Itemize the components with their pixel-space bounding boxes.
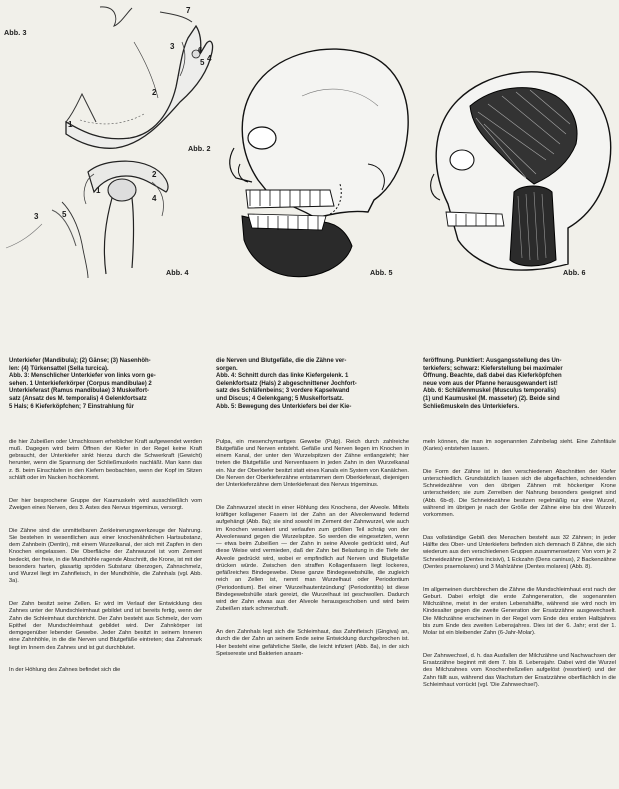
figure-label-abb3: Abb. 3	[4, 28, 27, 37]
label-6: 6	[198, 46, 203, 55]
paragraph: Das vollständige Gebiß des Menschen besteht aus 32 Zähnen; in jeder Hälfte des Ober- und Unterkiefers befinden sich demnach 8 Zähne, die sich wiederum aus den verschiedenen Gruppen zusammensetzen: Von vorn je 2 Schneidezähne (Dentes incisivi), 1 Eckzahn (Dens caninus), 2 Backenzähne (Dentes praemolares) und 3 Mahlzähne (Dentes molares) (Abb. 8).	[423, 534, 618, 570]
paragraph: Der hier besprochene Gruppe der Kaumuskeln wird ausschließlich vom Zweigen eines Nerven, des 3. Astes des Nervus trigeminus, versorgt.	[9, 497, 204, 511]
caption-middle: die Nerven und Blutgefäße, die die Zähne ver- sorgen. Abb. 4: Schnitt durch das linke Kiefergelenk. 1 Gelenkfortsatz (Hals) 2 abgeschnittener Jochfort- satz des Schläfenbeins; 3 vordere Kapselwand und Discus; 4 Gelenkgang; 5 Muskelfortsatz. Abb. 5: Bewegung des Unterkiefers bei der Kie-	[216, 358, 357, 410]
figure-label-abb6: Abb. 6	[563, 268, 586, 277]
label-4: 4	[207, 54, 212, 63]
paragraph: In der Höhlung des Zahnes befindet sich die	[9, 667, 121, 674]
label-2: 2	[152, 88, 157, 97]
label-5: 5	[62, 210, 67, 219]
label-7: 7	[186, 6, 191, 15]
paragraph: An den Zahnhals legt sich die Schleimhaut, das Zahnfleisch (Gingiva) an, durch die der Zahn an seinem Ende seine Entwicklung durchgebrochen ist. Hier besteht eine gefährliche Stelle, die leicht infiziert (Abb. 8a), in der sich Speisereste und Bakterien ansam-	[216, 629, 411, 657]
label-3: 3	[170, 42, 175, 51]
body-column-2	[216, 424, 409, 784]
figure-skull-jaw-opening	[218, 40, 413, 284]
label-1: 1	[96, 186, 101, 195]
figure-jaw-joint	[2, 160, 212, 278]
figure-label-abb2: Abb. 2	[188, 144, 211, 153]
figure-label-abb4: Abb. 4	[166, 268, 189, 277]
body-column-1	[9, 424, 202, 784]
label-5: 5	[200, 58, 205, 67]
paragraph: Die Zähne sind die unmittelbaren Zerkleinerungswerkzeuge der Nahrung. Sie bestehen in wesentlichen aus einer knochenähnlichen Hartsubstanz, dem Zahnbein (Dentin), mit einem Wurzelkanal, der sich mit Zapfen in den Knochen eingelassen. Die Oberfläche der Zahnwurzel ist vom Zement bedeckt, der freie, in die Mundhöhle ragende Abschnitt, die Krone, ist mit der besonders harten, glasartig spröden Substanz überzogen, Zahnschmelz, und Wurzel liegt im Zahnfleisch, in der Mundhöhle, die Zahnhals (vgl. Abb. 3a).	[9, 527, 204, 585]
label-3: 3	[34, 212, 39, 221]
paragraph: Der Zahnwechsel, d. h. das Ausfallen der Milchzähne und Nachwachsen der Ersatzzähne beginnt mit dem 7. bis 8. Lebensjahr. Dabei wird die Wurzel des Milchzahnes vom Knochenfreßzellen aufgelöst (resorbiert) und der Zahn fällt aus, während das Wachstum der Ersatzzähne oberflächlich in die Schleimhaut vorrückt (vgl. 'Die Zahnwechsel').	[423, 652, 618, 688]
mandible-drawing	[60, 2, 220, 152]
paragraph: Pulpa, ein mesenchymartiges Gewebe (Pulp). Reich durch zahlreiche Blutgefäße und Nerven entsteht. Gefäße und Nerven liegen im Knochen in einem Kanal, der unter den Wurzelspitzen der Zähne entlangzieht; hier treten die Blutgefäße und Nervenfasern in jeden Zahn in den Wurzelkanal ein. Nur der Oberkiefer besitzt statt eines Kanals ein System von Kanälchen. Die Nerven der Oberkieferzähne entstammen dem Oberkieferast, diejenigen der Unterkieferzähne dem Unterkieferast des Nervus trigeminus.	[216, 438, 411, 488]
paragraph: Im allgemeinen durchbrechen die Zähne die Mundschleimhaut erst nach der Geburt. Dabei erfolgt die erste Zahngeneration, die sogenannten Milchzähne, meist in der ersten Lebenshälfte, während sie wird noch im Kindesalter gegen die zweite Generation der Ersatzzähne ausgewechselt. Die Milchzähne erscheinen in der Regel vom Ende des ersten Halbjahres bis zum Ende des zweiten Lebensjahres. Dies ist der 6. Jahr; erst der 1. Molar ist ein bleibender Zahn (6-Jahr-Molar).	[423, 586, 618, 636]
paragraph: Der Zahn besitzt seine Zellen. Er wird im Verlauf der Entwicklung des Zahnes unter der Mundschleimhaut gebildet und ist bereits fertig, wenn der Zahn die Schleimhaut durchbricht. Der Zahn besteht aus Schmelz, der vom Epithel der Mundschleimhaut gebildet wird. Der Zahnkörper ist demgegenüber lebender Gewebe. Jeder Zahn besitzt in seinem Inneren eine Zahnhöhle, in die die Nerven und Blutgefäße eintreten; das Zahnmark liegt im Innern des Zahnes und ist gut durchblutet.	[9, 601, 204, 651]
caption-right: feröffnung. Punktiert: Ausgangsstellung des Un- terkiefers; schwarz: Kieferstellung bei maximaler Öffnung. Beachte, daß dabei das Kieferköpfchen neue vom aus der Pfanne herausgewandert ist! Abb. 6: Schläfenmuskel (Musculus temporalis) (1) und Kaumuskel (M. masseter) (2). Beide sind Schließmuskeln des Unterkiefers.	[423, 358, 563, 410]
figure-skull-muscles	[418, 64, 616, 282]
label-1: 1	[68, 120, 73, 129]
skull-drawing	[218, 40, 413, 284]
skull-muscles-drawing	[418, 64, 616, 282]
paragraph: Die Form der Zähne ist in den verschiedenen Abschnitten der Kiefer unterschiedlich. Grundsätzlich lassen sich die abgeflachten, schneidenden Schneidezähne von den übrigen Zähnen mit höckeriger Krone unterscheiden; sie zum Zerreiben der Nahrung besonders geeignet sind (Abb. 6b-d). Die Schneidezähne besitzen regelmäßig nur eine Wurzel, während im übrigen je nach der Größe der Zähne eine bis drei Wurzeln vorkommen.	[423, 468, 618, 518]
caption-left: Unterkiefer (Mandibula); (2) Gänse; (3) Nasenhöh- len: (4) Türkensattel (Sella turcica). Abb. 3: Menschlicher Unterkiefer von links vorn ge- sehen. 1 Unterkieferkörper (Corpus mandibulae) 2 Unterkieferast (Ramus mandibulae) 3 Muskelfort- satz (Ansatz des M. temporalis) 4 Gelenkfortsatz 5 Hals; 6 Kieferköpfchen; 7 Einstrahlung für	[9, 358, 156, 410]
figure-label-abb5: Abb. 5	[370, 268, 393, 277]
paragraph: Die Zahnwurzel steckt in einer Höhlung des Knochens, der Alveole. Mittels kräftiger kollagener Fasern ist der Zahn an der Alveolenwand federnd aufgehängt (Abb. 8a); sie sind sowohl im Zement der Zahnwurzel, wie auch im Knochen verankert und verlaufen zum größten Teil schräg von der Alveolenwand gegen die Wurzelspitze. So werden die eingesetzten, wenn — etwa beim Zubeißen — der Zahn in seine Alveole gedrückt wird, Auf diese Weise wird vermieden, daß der Zahn bei Belastung in die Tiefe der Alveole gedrückt wird, wobei er empfindlich auf Nerven und Blutgefäße drücken würde. Zwischen den straffen Kollagenfasern liegt lockeres, gefäßreiches Bindegewebe. Diese ganze Bindegewebshülle, die zugleich reich an Zellen ist, nennt man Wurzelhaut oder Periodontium (Periodontium). Bei einer 'Wurzelhautentzündung' (Periodontitis) ist diese Bindegewebshülle stark gereizt, die Wurzelhaut ist geschwollen. Dadurch wird der Zahn etwas aus der Alveole herausgeschoben und wird beim Zubeißen stark schmerzhaft.	[216, 504, 411, 613]
figure-mandible	[60, 2, 220, 152]
label-4: 4	[152, 194, 157, 203]
paragraph: meln können, die man im sogenannten Zahnbelag sieht. Eine Zahnfäule (Karies) entstehen lassen.	[423, 438, 618, 452]
body-column-3	[423, 424, 616, 784]
paragraph: die hier Zubeißen oder Umschlossen erheblicher Kraft aufgewendet werden muß. Dagegen wird beim Öffnen der Kiefer in der Regel keine Kraft gebraucht, der Unterkiefer sinkt hierzu durch die Schwerkraft (Gewicht) herunter, wenn die Spannung der Schließmuskeln nachläßt. Man kann das z. B. beim Einschlafen in den Kiefern beobachten, wenn der Kopf im Sitzen schläft oder im Nacken hochkommt.	[9, 438, 204, 481]
label-2: 2	[152, 170, 157, 179]
